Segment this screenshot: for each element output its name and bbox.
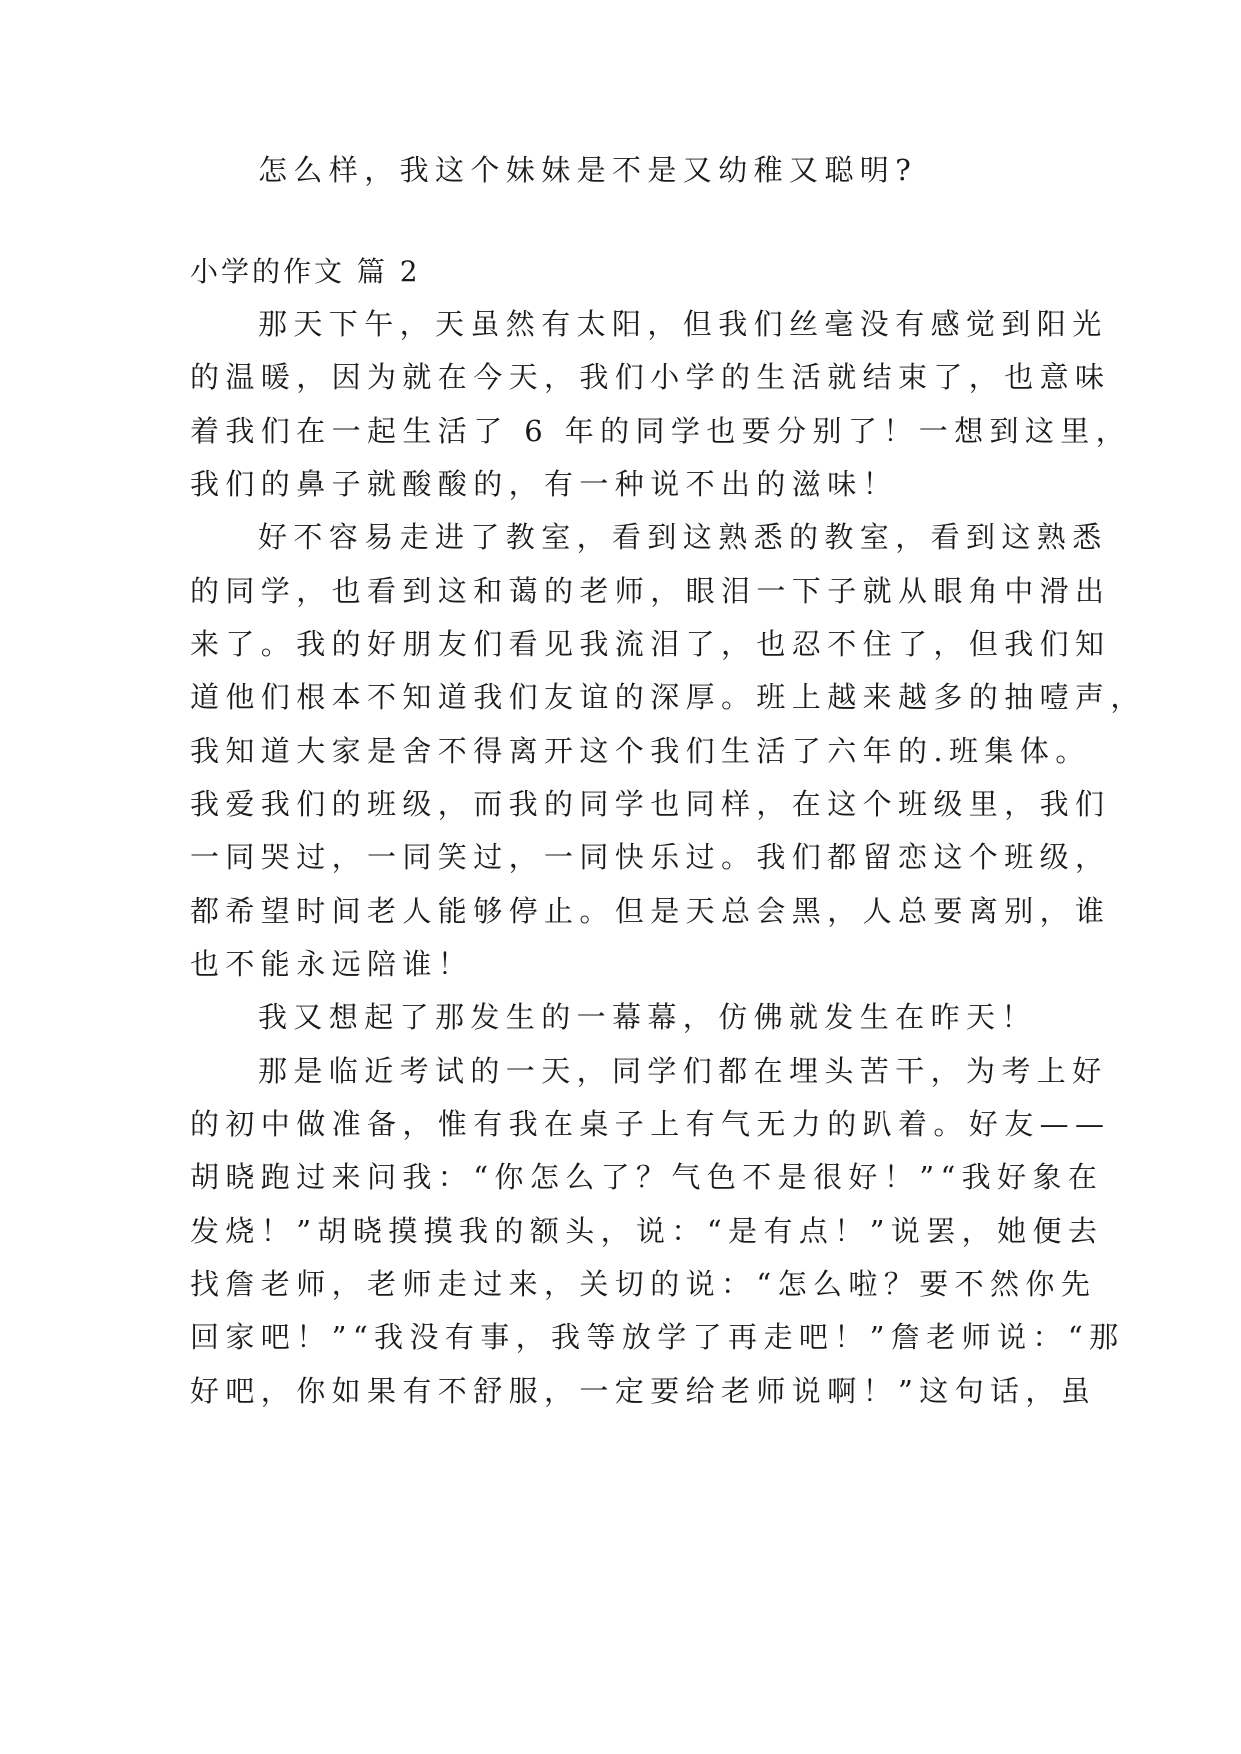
paragraph-line: 的初中做准备，惟有我在桌子上有气无力的趴着。好友—— <box>190 1107 1111 1141</box>
paragraph-line: 着我们在一起生活了 6 年的同学也要分别了！一想到这里， <box>190 414 1132 448</box>
paragraph-line: 的温暖，因为就在今天，我们小学的生活就结束了，也意味 <box>190 360 1111 394</box>
section-title: 小学的作文 篇 2 <box>190 255 421 288</box>
paragraph-line: 找詹老师，老师走过来，关切的说：“怎么啦？要不然你先 <box>190 1267 1097 1301</box>
paragraph-line: 来了。我的好朋友们看见我流泪了，也忍不住了，但我们知 <box>190 627 1111 661</box>
paragraph-line: 我爱我们的班级，而我的同学也同样，在这个班级里，我们 <box>190 787 1111 821</box>
paragraph-line: 也不能永远陪谁！ <box>190 947 474 981</box>
paragraph-line: 一同哭过，一同笑过，一同快乐过。我们都留恋这个班级， <box>190 840 1111 874</box>
paragraph-line: 好吧，你如果有不舒服，一定要给老师说啊！”这句话，虽 <box>190 1374 1097 1408</box>
paragraph-line: 我又想起了那发生的一幕幕，仿佛就发生在昨天！ <box>258 1000 1037 1034</box>
paragraph-line: 我知道大家是舍不得离开这个我们生活了六年的.班集体。 <box>190 734 1091 768</box>
paragraph-line: 那天下午，天虽然有太阳，但我们丝毫没有感觉到阳光 <box>258 307 1108 341</box>
paragraph-line: 我们的鼻子就酸酸的，有一种说不出的滋味！ <box>190 467 899 501</box>
paragraph-line: 好不容易走进了教室，看到这熟悉的教室，看到这熟悉 <box>258 520 1108 554</box>
paragraph-line: 都希望时间老人能够停止。但是天总会黑，人总要离别，谁 <box>190 894 1111 928</box>
paragraph-line: 道他们根本不知道我们友谊的深厚。班上越来越多的抽噎声， <box>190 680 1146 714</box>
paragraph-line: 那是临近考试的一天，同学们都在埋头苦干，为考上好 <box>258 1054 1108 1088</box>
intro-line: 怎么样，我这个妹妹是不是又幼稚又聪明? <box>258 153 918 187</box>
paragraph-line: 发烧！”胡晓摸摸我的额头，说：“是有点！”说罢，她便去 <box>190 1214 1104 1248</box>
paragraph-line: 回家吧！”“我没有事，我等放学了再走吧！”詹老师说：“那 <box>190 1320 1125 1354</box>
paragraph-line: 的同学，也看到这和蔼的老师，眼泪一下子就从眼角中滑出 <box>190 574 1111 608</box>
paragraph-line: 胡晓跑过来问我：“你怎么了？气色不是很好！”“我好象在 <box>190 1160 1104 1194</box>
